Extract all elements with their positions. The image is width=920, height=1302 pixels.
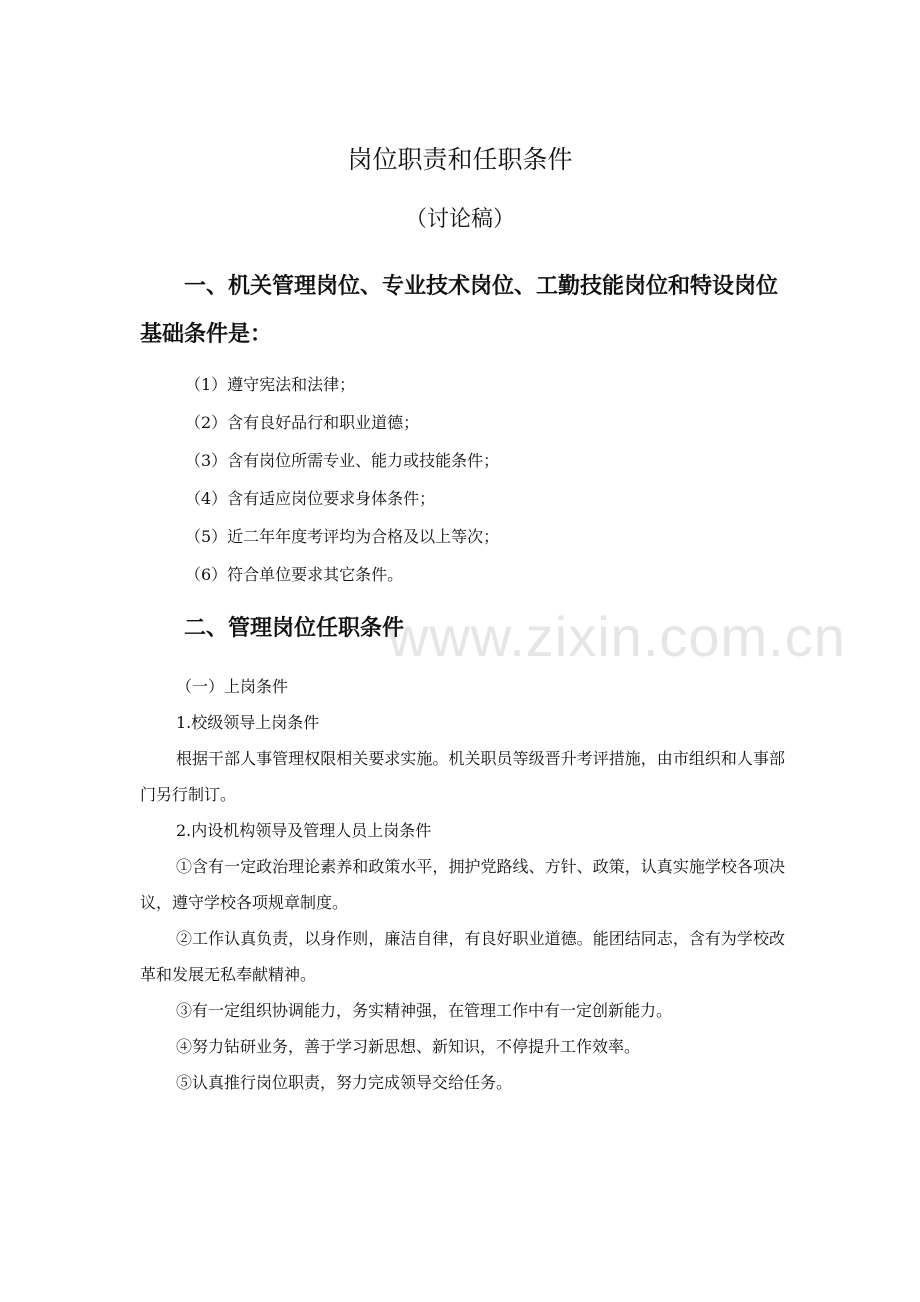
list-item: （5）近二年年度考评均为合格及以上等次；	[185, 527, 500, 546]
watermark: www.zixin.com.cn	[388, 605, 846, 668]
page-subtitle: （讨论稿）	[404, 207, 515, 232]
item-heading: 2.内设机构领导及管理人员上岗条件	[176, 821, 432, 840]
section-2-heading: 二、管理岗位任职条件	[184, 616, 405, 641]
paragraph: ③有一定组织协调能力，务实精神强，在管理工作中有一定创新能力。	[176, 1001, 673, 1020]
paragraph: ⑤认真推行岗位职责，努力完成领导交给任务。	[176, 1073, 513, 1092]
list-item: （3）含有岗位所需专业、能力或技能条件；	[185, 451, 500, 470]
section-1-heading: 一、机关管理岗位、专业技术岗位、工勤技能岗位和特设岗位基础条件是：	[140, 274, 779, 347]
paragraph: 根据干部人事管理权限相关要求实施。机关职员等级晋升考评措施，由市组织和人事部门另行制订。	[140, 749, 785, 804]
paragraph: ④努力钻研业务，善于学习新思想、新知识，不停提升工作效率。	[176, 1037, 641, 1056]
paragraph: ②工作认真负责，以身作则，廉洁自律，有良好职业道德。能团结同志，含有为学校改革和发展无私奉献精神。	[140, 929, 785, 984]
list-item: （4）含有适应岗位要求身体条件；	[185, 489, 436, 508]
list-item: （6）符合单位要求其它条件。	[185, 565, 404, 584]
list-item: （2）含有良好品行和职业道德；	[185, 413, 420, 432]
section-2-body	[140, 669, 785, 1101]
list-item: （1）遵守宪法和法律；	[185, 375, 356, 394]
paragraph: ①含有一定政治理论素养和政策水平，拥护党路线、方针、政策，认真实施学校各项决议，遵守学校各项规章制度。	[140, 857, 785, 912]
basic-conditions-list	[185, 370, 499, 598]
subsection-heading: （一）上岗条件	[176, 677, 289, 696]
page-title: 岗位职责和任职条件	[347, 145, 573, 174]
item-heading: 1.校级领导上岗条件	[176, 713, 320, 732]
